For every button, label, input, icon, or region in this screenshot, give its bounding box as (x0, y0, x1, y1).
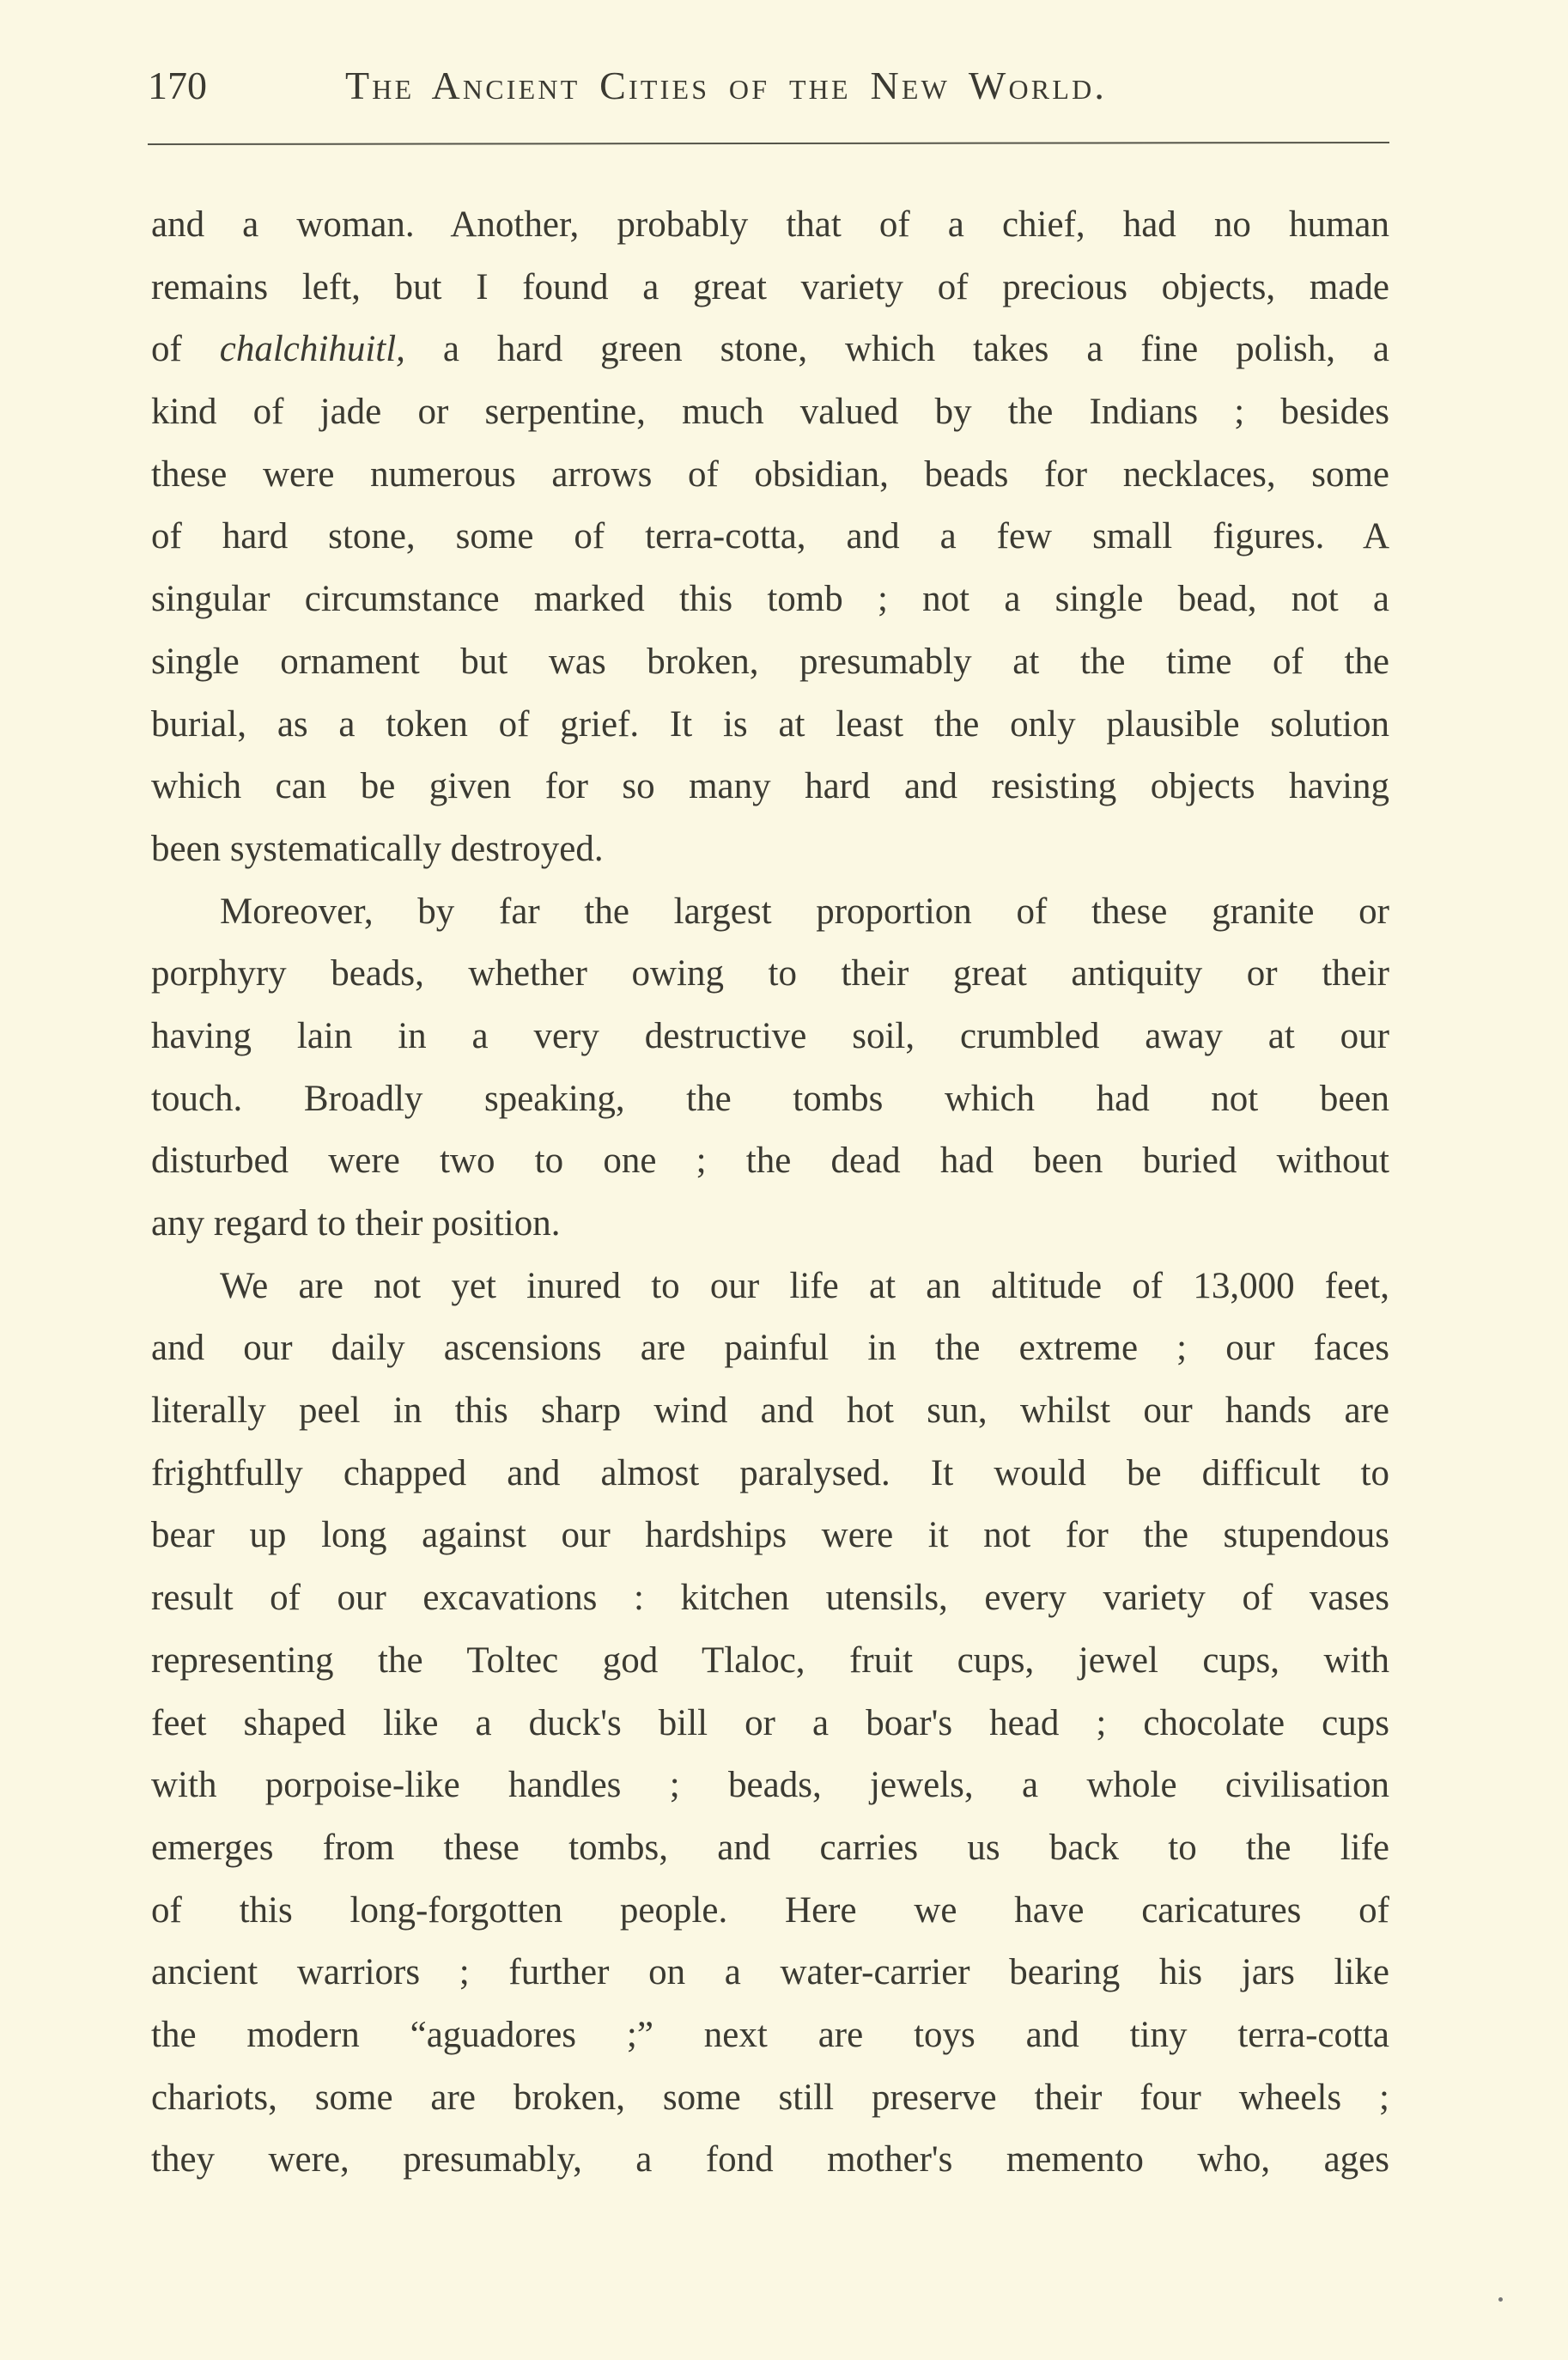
text-line (151, 381, 1389, 444)
text-segment: having lain in a very destructive soil, crumbled away at our (151, 1015, 1389, 1056)
text-segment: burial, as a token of grief. It is at least the only plausible solution (151, 703, 1389, 745)
text-line (151, 319, 1389, 381)
text-segment: and a woman. Another, probably that of a chief, had no human (151, 204, 1389, 245)
text-line (151, 1942, 1389, 2004)
text-segment: been systematically destroyed. (151, 828, 604, 869)
line-content (151, 392, 1389, 432)
text-line (151, 631, 1389, 694)
line-content (151, 1765, 1389, 1805)
text-line (151, 2129, 1389, 2192)
text-segment: ancient warriors ; further on a water-carrier bearing his jars like (151, 1952, 1389, 1993)
text-line (151, 1880, 1389, 1943)
text-segment: touch. Broadly speaking, the tombs which had not been (151, 1078, 1389, 1119)
text-line (151, 2067, 1389, 2130)
text-segment: any regard to their position. (151, 1203, 561, 1244)
line-content (151, 1828, 1389, 1868)
line-content (151, 953, 1389, 994)
paragraph (151, 1256, 1389, 2192)
body-text (151, 194, 1389, 2192)
italic-term: chalchihuitl, (219, 329, 405, 370)
line-content (151, 704, 1389, 745)
text-line (151, 1068, 1389, 1131)
text-segment: of this long-forgotten people. Here we have caricatures of (151, 1889, 1389, 1931)
text-line (151, 1817, 1389, 1880)
line-content (151, 1578, 1389, 1618)
text-segment: porphyry beads, whether owing to their great antiquity or their (151, 953, 1389, 994)
text-line (151, 194, 1389, 257)
text-line (151, 881, 1389, 944)
text-segment: the modern “aguadores ;” next are toys and tiny terra-cotta (151, 2014, 1389, 2055)
text-segment: chariots, some are broken, some still preserve their four wheels ; (151, 2077, 1389, 2118)
text-segment: which can be given for so many hard and resisting objects having (151, 766, 1389, 807)
line-content (151, 1079, 1389, 1119)
text-line (151, 569, 1389, 631)
line-content (151, 829, 604, 869)
text-line (151, 1755, 1389, 1817)
running-title: The Ancient Cities of the New World. (345, 64, 1108, 107)
text-line (151, 1693, 1389, 1755)
text-segment: these were numerous arrows of obsidian, beads for necklaces, some (151, 453, 1389, 495)
page-number: 170 (148, 64, 207, 107)
text-segment: they were, presumably, a fond mother's memento who, ages (151, 2139, 1389, 2181)
text-line (151, 756, 1389, 818)
text-segment: representing the Toltec god Tlaloc, fruit cups, jewel cups, with (151, 1639, 1389, 1681)
line-content (151, 1390, 1389, 1431)
text-segment: remains left, but I found a great variety of precious objects, made (151, 266, 1389, 307)
line-content (151, 329, 1389, 369)
line-content (151, 1703, 1389, 1743)
text-segment: Moreover, by far the largest proportion of these granite or (220, 891, 1389, 932)
line-content (151, 1328, 1389, 1368)
text-line (151, 694, 1389, 757)
line-content (151, 1140, 1389, 1181)
line-content (151, 1203, 560, 1244)
text-line (151, 1006, 1389, 1068)
line-content (151, 642, 1389, 682)
text-line (151, 1630, 1389, 1693)
text-line (151, 1505, 1389, 1567)
text-line (151, 1380, 1389, 1443)
text-line (151, 1193, 1389, 1256)
line-content (151, 1453, 1389, 1493)
paragraph (151, 194, 1389, 881)
line-content (151, 204, 1389, 245)
text-line (151, 818, 1389, 881)
text-segment: We are not yet inured to our life at an altitude of 13,000 feet, (220, 1265, 1389, 1306)
header-rule (148, 142, 1389, 145)
text-segment: a hard green stone, which takes a fine polish, a (404, 329, 1389, 370)
line-content (151, 454, 1389, 495)
line-content (151, 1640, 1389, 1681)
line-content (151, 2015, 1389, 2055)
text-segment: and our daily ascensions are painful in the extreme ; our faces (151, 1328, 1389, 1369)
text-line (151, 1567, 1389, 1630)
text-line (151, 943, 1389, 1006)
text-segment: feet shaped like a duck's bill or a boar's head ; chocolate cups (151, 1702, 1389, 1743)
text-line (151, 444, 1389, 507)
line-content (220, 1266, 1389, 1306)
line-content (151, 2077, 1389, 2118)
line-content (151, 579, 1389, 619)
line-content (151, 516, 1389, 557)
text-segment: with porpoise-like handles ; beads, jewels, a whole civilisation (151, 1765, 1389, 1806)
text-segment: of hard stone, some of terra-cotta, and a few small figures. A (151, 516, 1389, 557)
text-segment: single ornament but was broken, presumably at the time of the (151, 641, 1389, 682)
text-segment: singular circumstance marked this tomb ; not a single bead, not a (151, 579, 1389, 620)
text-segment: of (151, 329, 220, 370)
line-content (151, 1016, 1389, 1056)
text-segment: bear up long against our hardships were it not for the stupendous (151, 1515, 1389, 1556)
paper-speck (1498, 2297, 1503, 2302)
text-line (151, 506, 1389, 569)
line-content (151, 1890, 1389, 1931)
text-segment: frightfully chapped and almost paralysed. It would be difficult to (151, 1452, 1389, 1493)
text-line (151, 1317, 1389, 1380)
text-line (151, 257, 1389, 319)
text-segment: literally peel in this sharp wind and hot sun, whilst our hands are (151, 1390, 1389, 1432)
text-segment: kind of jade or serpentine, much valued by the Indians ; besides (151, 392, 1389, 433)
line-content (151, 1515, 1389, 1555)
line-content (151, 766, 1389, 806)
paragraph (151, 881, 1389, 1256)
text-segment: emerges from these tombs, and carries us back to the life (151, 1827, 1389, 1868)
text-line (151, 1256, 1389, 1318)
text-line (151, 2004, 1389, 2067)
line-content (151, 2139, 1389, 2180)
text-segment: result of our excavations : kitchen utensils, every variety of vases (151, 1578, 1389, 1619)
text-line (151, 1130, 1389, 1193)
line-content (220, 891, 1389, 932)
line-content (151, 1952, 1389, 1992)
line-content (151, 267, 1389, 307)
text-line (151, 1443, 1389, 1505)
text-segment: disturbed were two to one ; the dead had been buried without (151, 1140, 1389, 1182)
